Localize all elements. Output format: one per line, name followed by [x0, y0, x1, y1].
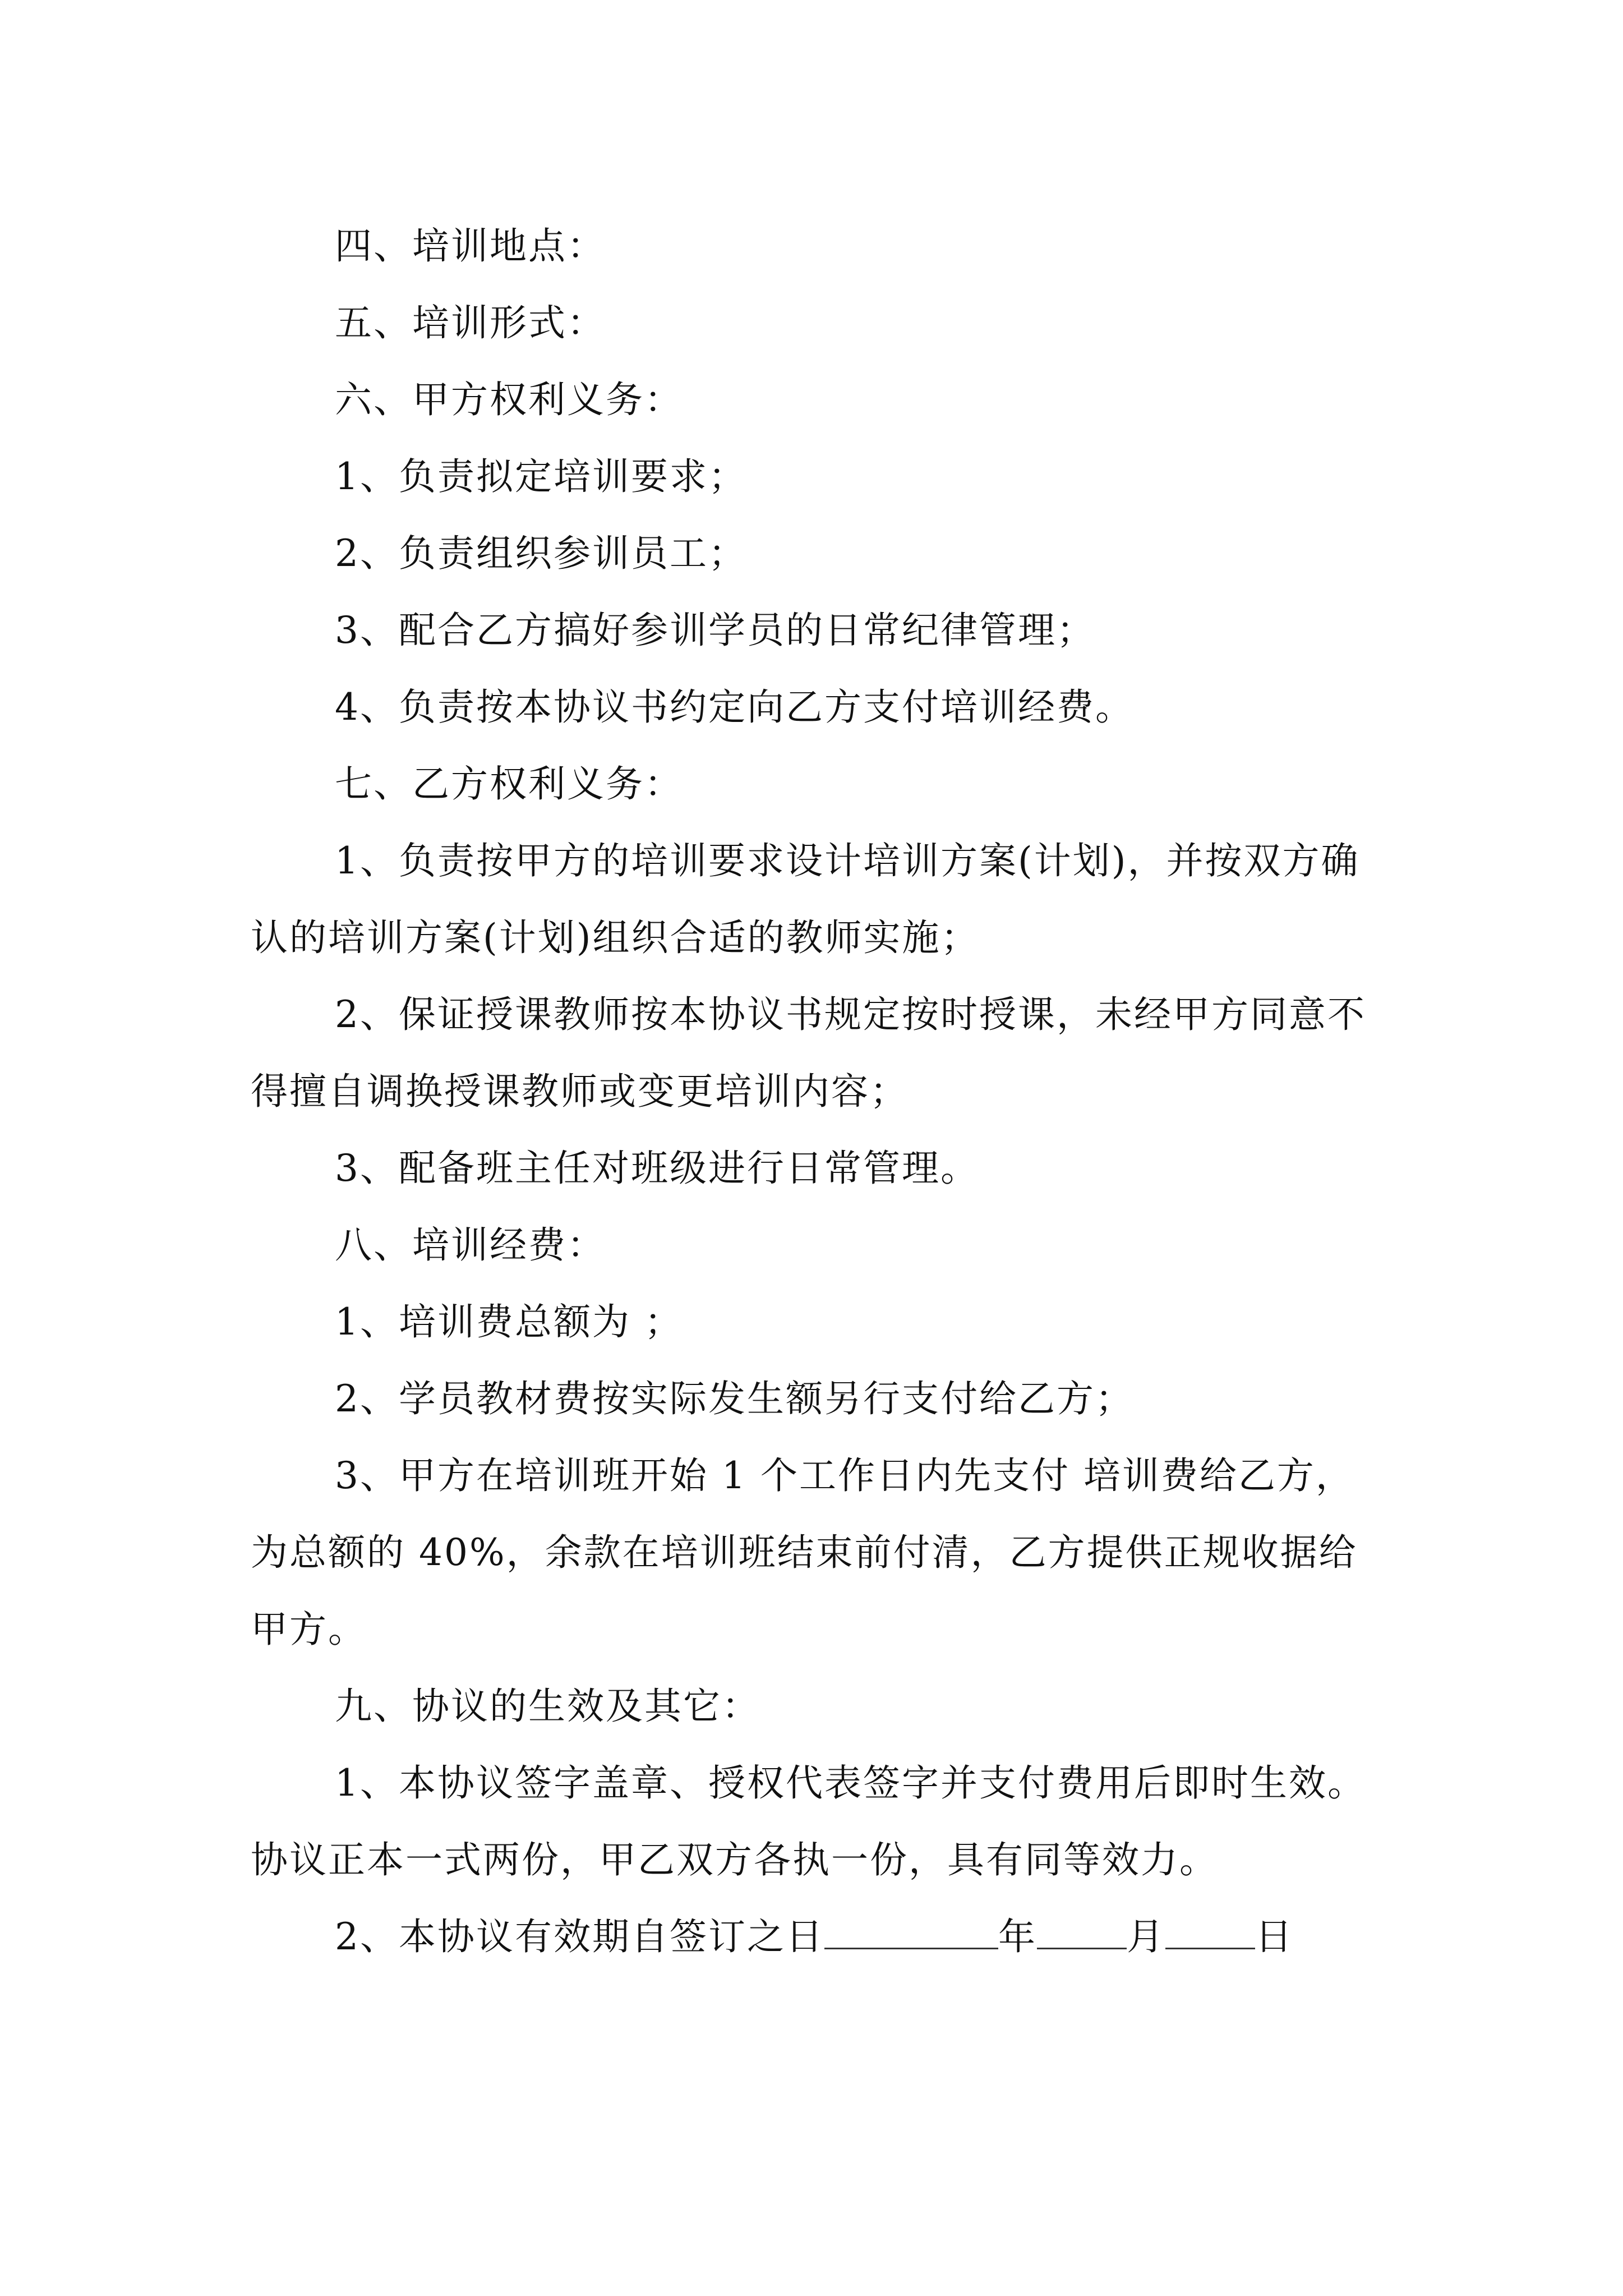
party-a-item-3: 3、配合乙方搞好参训学员的日常纪律管理；: [335, 609, 1095, 652]
year-label: 年: [998, 1915, 1037, 1958]
day-blank: [1165, 1914, 1255, 1949]
section-4-training-location: 四、培训地点：: [335, 224, 606, 268]
fees-item-1: 1、培训费总额为 ；: [335, 1300, 683, 1343]
document-body: [251, 208, 1384, 1975]
fees-item-3: 3、甲方在培训班开始 1 个工作日内先支付 培训费给乙方，为总额的 40%，余款在培训班结束前付清，乙方提供正规收据给甲方。: [251, 1454, 1358, 1651]
section-6-party-a-rights: 六、甲方权利义务：: [335, 378, 683, 421]
section-7-party-b-rights: 七、乙方权利义务：: [335, 762, 683, 806]
section-5-training-format: 五、培训形式：: [335, 301, 606, 344]
year-blank: [824, 1914, 998, 1949]
effectiveness-item-1: 1、本协议签字盖章、授权代表签字并支付费用后即时生效。协议正本一式两份，甲乙双方各执一份，具有同等效力。: [251, 1761, 1366, 1881]
party-a-item-2: 2、负责组织参训员工；: [335, 532, 747, 575]
section-8-training-fees: 八、培训经费：: [335, 1223, 606, 1267]
month-blank: [1037, 1914, 1127, 1949]
day-label: 日: [1255, 1915, 1294, 1958]
party-b-item-1: 1、负责按甲方的培训要求设计培训方案(计划)，并按双方确认的培训方案(计划)组织合适的教师实施；: [251, 839, 1360, 959]
fees-item-2: 2、学员教材费按实际发生额另行支付给乙方；: [335, 1377, 1134, 1420]
party-a-item-1: 1、负责拟定培训要求；: [335, 455, 747, 498]
party-b-item-3: 3、配备班主任对班级进行日常管理。: [335, 1147, 979, 1190]
month-label: 月: [1127, 1915, 1165, 1958]
effectiveness-item-2: [251, 1898, 1384, 1975]
party-a-item-4: 4、负责按本协议书约定向乙方支付培训经费。: [335, 685, 1134, 729]
validity-prefix: 2、本协议有效期自签订之日: [335, 1915, 824, 1958]
section-9-effectiveness: 九、协议的生效及其它：: [335, 1685, 760, 1728]
party-b-item-2: 2、保证授课教师按本协议书规定按时授课，未经甲方同意不得擅自调换授课教师或变更培训内容；: [251, 993, 1366, 1113]
